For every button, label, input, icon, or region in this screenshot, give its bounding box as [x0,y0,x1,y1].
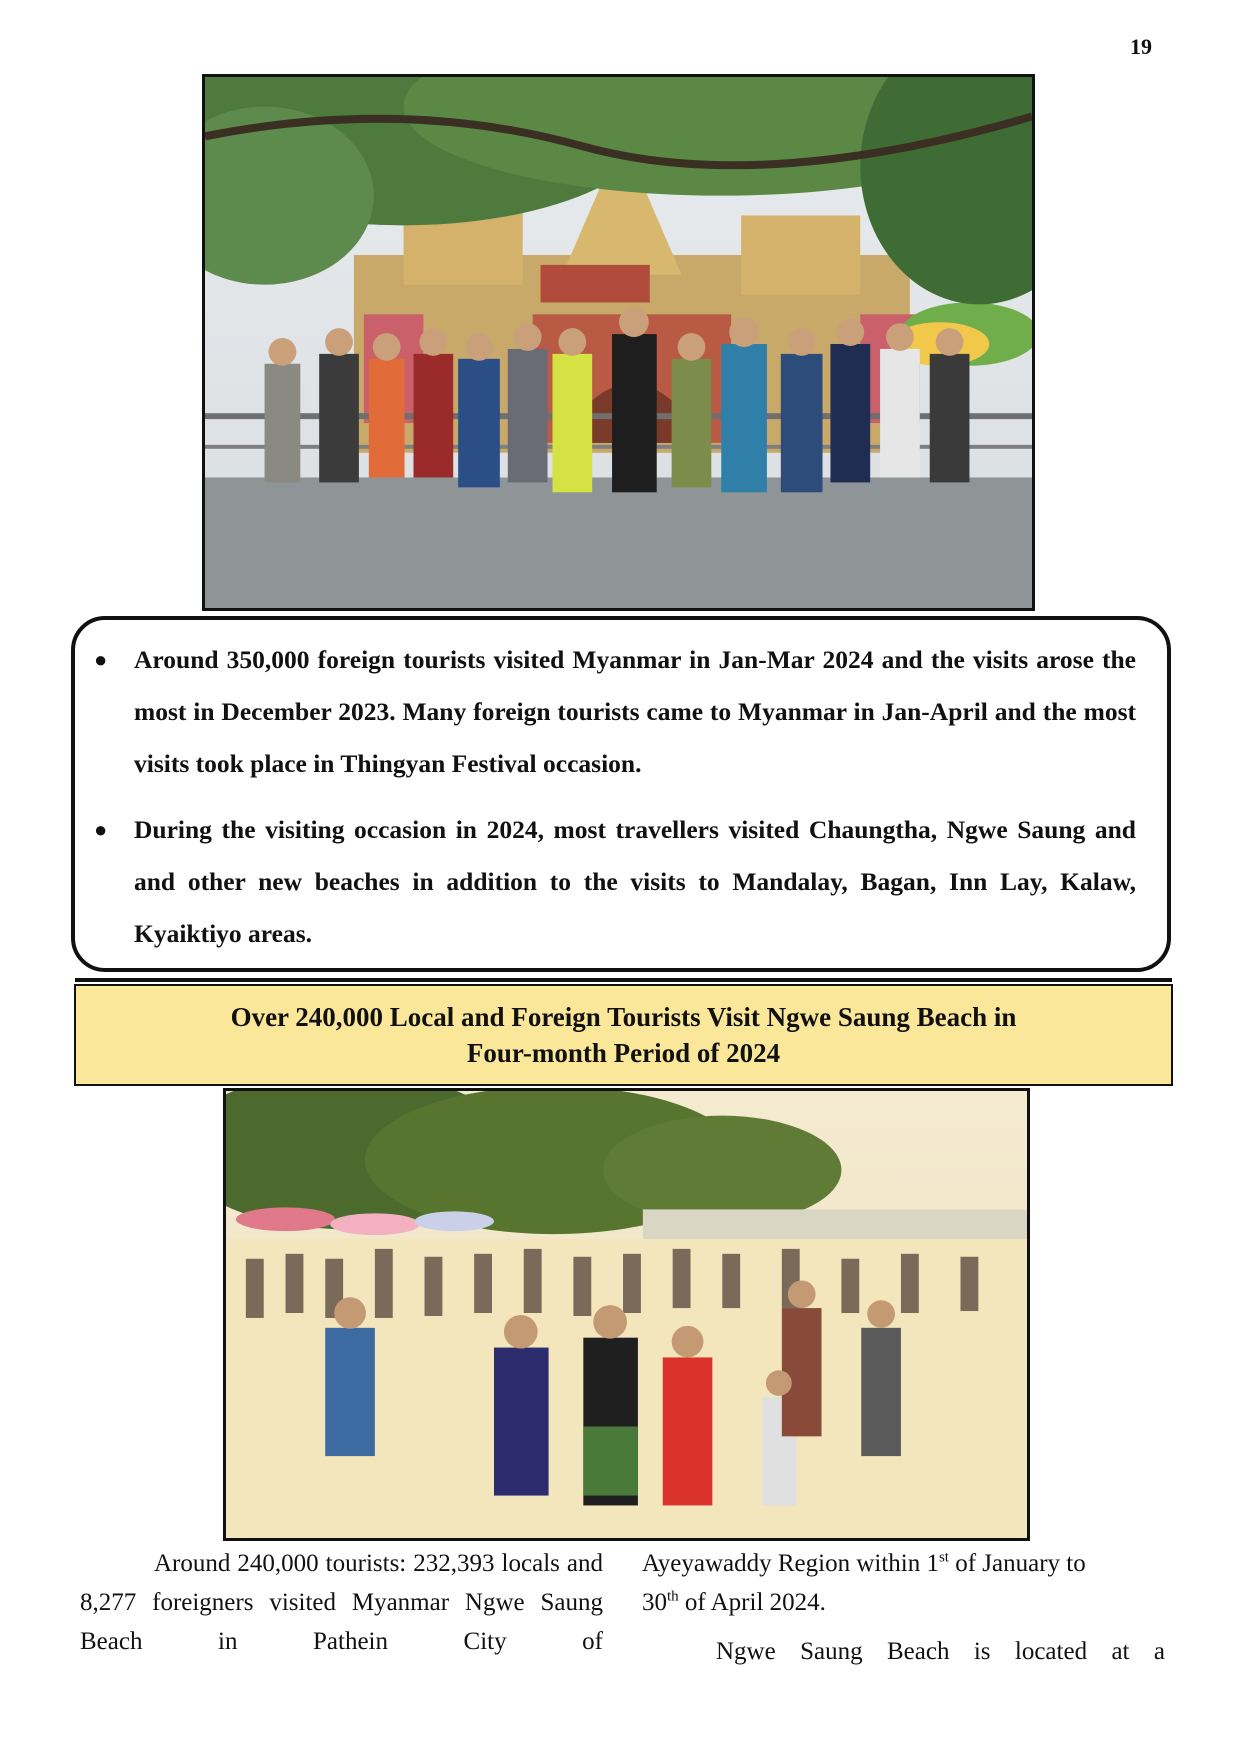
article-left-column [80,1544,603,1661]
article-right-line2-a: 30 [642,1589,667,1616]
bullet-dot-icon: ● [94,817,108,842]
bullet-item [94,804,1136,960]
bullet-text: During the visiting occasion in 2024, most travellers visited Chaungtha, Ngwe Saung and and other new beaches in addition to the visits to Mandalay, Bagan, Inn Lay, Kalaw, Kyaiktiyo areas. [134,815,1136,948]
ordinal-th: th [667,1588,679,1605]
article-left-text: Around 240,000 tourists: 232,393 locals and 8,277 foreigners visited Myanmar Ngwe Saung Beach in Pathein City of [80,1550,603,1655]
article-right-line1-a: Ayeyawaddy Region within 1 [642,1550,939,1577]
headline-banner [74,984,1173,1086]
bullet-text: Around 350,000 foreign tourists visited Myanmar in Jan-Mar 2024 and the visits arose the most in December 2023. Many foreign tourists came to Myanmar in Jan-April and the most visits took place in Thingyan Festival occasion. [134,645,1136,778]
bullet-dot-icon: ● [94,647,108,672]
beach-crowd-photo [223,1088,1030,1541]
headline-line-1: Over 240,000 Local and Foreign Tourists Visit Ngwe Saung Beach in [230,1002,1017,1032]
section-divider [75,978,1172,982]
article-headline [144,999,1104,1071]
summary-bullet-box [71,616,1171,972]
bullet-item [94,634,1136,790]
headline-line-2: Four-month Period of 2024 [466,1038,781,1068]
article-right-paragraph-2 [642,1632,1165,1671]
article-right-paragraph2-text: Ngwe Saung Beach is located at a [716,1638,1165,1665]
article-right-line2-b: of April 2024. [678,1589,826,1616]
article-right-column [642,1544,1165,1622]
ordinal-st: st [938,1549,949,1566]
article-right-line1-b: of January to [948,1550,1086,1577]
page-number: 19 [1130,34,1152,59]
pagoda-crowd-photo [202,74,1035,611]
